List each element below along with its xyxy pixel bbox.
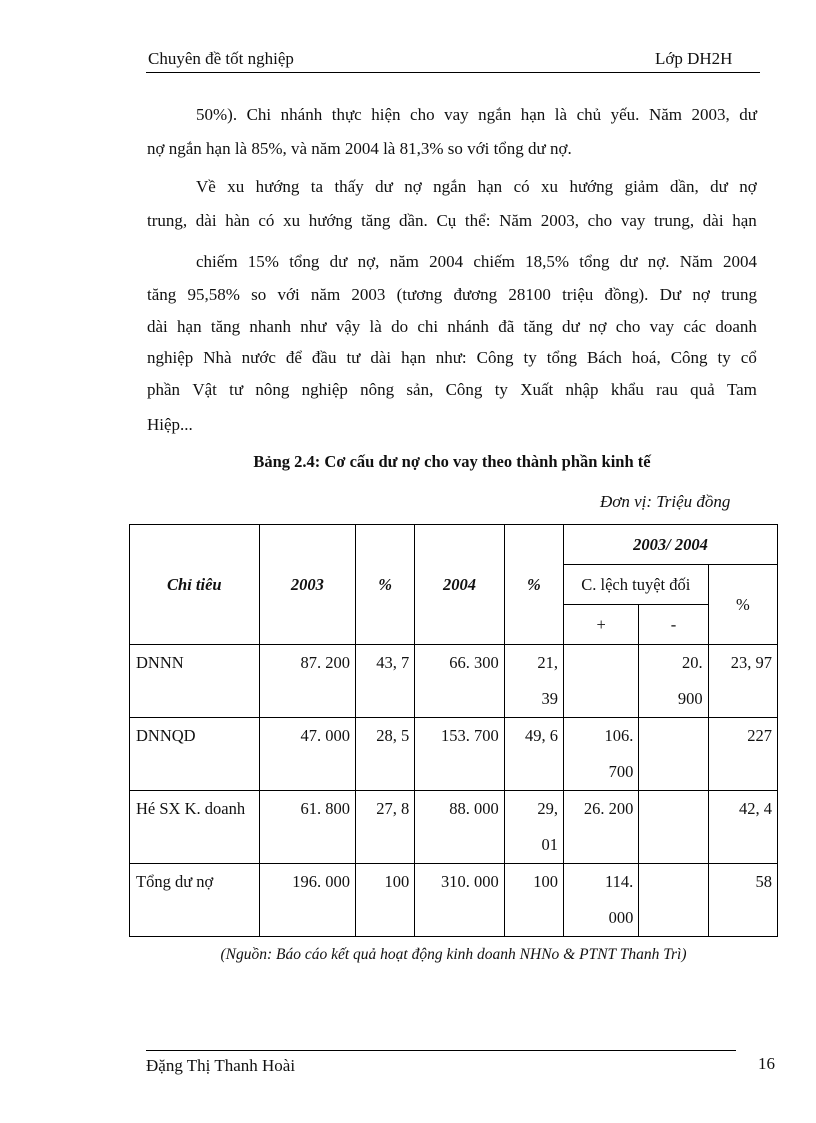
word: Công bbox=[445, 380, 483, 399]
header-abs-diff: C. lệch tuyệt đối bbox=[563, 565, 708, 605]
header-minus: - bbox=[639, 605, 708, 645]
word: để bbox=[285, 348, 302, 367]
word: dư bbox=[562, 317, 580, 336]
header-class: Lớp DH2H bbox=[655, 49, 733, 68]
table-title: Bảng 2.4: Cơ cấu dư nợ cho vay theo thành phần kinh tế bbox=[253, 452, 651, 471]
table-source: (Nguồn: Báo cáo kết quả hoạt động kinh doanh NHNo & PTNT Thanh Trì) bbox=[220, 946, 687, 963]
header-pct-change: % bbox=[708, 565, 777, 645]
cell-text: 20. bbox=[682, 653, 703, 672]
word: nhánh bbox=[447, 317, 489, 336]
word: nợ bbox=[692, 285, 710, 304]
word: khẩu bbox=[610, 380, 644, 399]
header-group-2003-2004: 2003/ 2004 bbox=[563, 525, 777, 565]
word: có bbox=[513, 177, 530, 196]
word: cho bbox=[587, 211, 613, 230]
word: tăng bbox=[210, 317, 241, 336]
cell-minus bbox=[639, 791, 708, 864]
word: sản, bbox=[406, 380, 434, 399]
footer-author: Đặng Thị Thanh Hoài bbox=[146, 1056, 296, 1075]
word: chi bbox=[417, 317, 439, 336]
word: Dư bbox=[659, 285, 682, 304]
word: 28100 bbox=[508, 285, 551, 304]
cell-text: 88. 000 bbox=[449, 799, 499, 818]
row-label bbox=[130, 645, 260, 718]
word: hạn bbox=[520, 105, 546, 124]
word: nhập bbox=[565, 380, 599, 399]
footer-divider bbox=[146, 1050, 736, 1051]
cell-text: 42, 4 bbox=[739, 799, 772, 818]
word: (tương bbox=[396, 285, 443, 304]
word: xu bbox=[283, 211, 301, 230]
word: hạn bbox=[177, 317, 202, 336]
word: Năm bbox=[648, 105, 682, 124]
cell-text: 47. 000 bbox=[300, 726, 351, 745]
word: ta bbox=[310, 177, 324, 196]
cell-pct-2004 bbox=[504, 718, 563, 791]
word: tổng bbox=[289, 252, 320, 271]
word: dư bbox=[739, 105, 757, 124]
cell-text: 61. 800 bbox=[300, 799, 351, 818]
cell-text: Tổng dư nợ bbox=[136, 872, 214, 891]
table-row bbox=[130, 718, 778, 791]
word: Năm bbox=[499, 211, 533, 230]
word: vậy bbox=[335, 317, 361, 336]
cell-text: DNNN bbox=[136, 653, 184, 672]
table-row bbox=[130, 864, 778, 937]
body-line bbox=[196, 250, 757, 274]
word: trung bbox=[721, 285, 757, 304]
word: Bách bbox=[586, 348, 622, 367]
cell-text: 01 bbox=[541, 835, 558, 854]
word: 15% bbox=[247, 252, 279, 271]
cell-text: 106. bbox=[604, 726, 634, 745]
cell-text: 43, 7 bbox=[376, 653, 410, 672]
cell-plus bbox=[563, 718, 638, 791]
word: nghiệp bbox=[301, 380, 348, 399]
word: yếu. bbox=[610, 105, 640, 124]
table-body bbox=[130, 645, 778, 937]
word: hạn bbox=[477, 177, 503, 196]
cell-text: 114. bbox=[605, 872, 634, 891]
word: dài bbox=[195, 211, 217, 230]
word: dư bbox=[619, 252, 638, 271]
header-plus: + bbox=[563, 605, 638, 645]
word: Nhà bbox=[203, 348, 232, 367]
word: dài bbox=[702, 211, 724, 230]
word: trung, bbox=[654, 211, 695, 230]
cell-minus bbox=[639, 645, 708, 718]
body-line bbox=[147, 378, 757, 402]
word: Tam bbox=[726, 380, 757, 399]
word: hạn bbox=[732, 211, 757, 230]
word: xu bbox=[541, 177, 559, 196]
word: trung, bbox=[147, 211, 188, 230]
word: nông bbox=[360, 380, 395, 399]
word: 2003, bbox=[691, 105, 730, 124]
cell-text: 310. 000 bbox=[440, 872, 499, 891]
word: quả bbox=[690, 380, 715, 399]
cell-text: 21, bbox=[537, 653, 558, 672]
word: tổng bbox=[546, 348, 577, 367]
cell-pct-2003 bbox=[356, 645, 415, 718]
word: cho bbox=[615, 317, 641, 336]
table-row bbox=[130, 791, 778, 864]
word: ty bbox=[523, 348, 537, 367]
word: ngắn bbox=[478, 105, 512, 124]
word: hướng bbox=[569, 177, 614, 196]
word: 95,58% bbox=[187, 285, 240, 304]
cell-2004 bbox=[415, 791, 504, 864]
word: 2004 bbox=[722, 252, 757, 271]
word: với bbox=[277, 285, 300, 304]
word: là bbox=[369, 317, 382, 336]
word: thực bbox=[331, 105, 362, 124]
cell-text: 39 bbox=[541, 689, 558, 708]
cell-text: 29, bbox=[537, 799, 558, 818]
header-pct-2004: % bbox=[504, 525, 563, 645]
word: tư bbox=[346, 348, 361, 367]
cell-pct-change bbox=[708, 864, 777, 937]
word: cổ bbox=[740, 348, 757, 367]
word: dư bbox=[375, 177, 393, 196]
cell-2003 bbox=[259, 791, 355, 864]
word: là bbox=[554, 105, 568, 124]
body-line bbox=[147, 283, 757, 307]
word: hoá, bbox=[631, 348, 661, 367]
word: đồng). bbox=[604, 285, 649, 304]
word: hướng bbox=[255, 177, 300, 196]
cell-2003 bbox=[259, 718, 355, 791]
word: dần, bbox=[669, 177, 699, 196]
cell-text: 100 bbox=[384, 872, 410, 891]
row-label bbox=[130, 791, 260, 864]
cell-text: 58 bbox=[755, 872, 772, 891]
cell-text: 100 bbox=[533, 872, 558, 891]
word: 18,5% bbox=[525, 252, 570, 271]
word: có bbox=[258, 211, 275, 230]
header-chi-tieu: Chỉ tiêu bbox=[130, 525, 260, 645]
header-title: Chuyên đề tốt nghiệp bbox=[148, 49, 294, 68]
cell-pct-2004 bbox=[504, 864, 563, 937]
word: Công bbox=[476, 348, 514, 367]
cell-pct-2003 bbox=[356, 791, 415, 864]
table-row bbox=[130, 645, 778, 718]
cell-text: 153. 700 bbox=[440, 726, 499, 745]
word: Vật bbox=[192, 380, 217, 399]
word: giảm bbox=[624, 177, 659, 196]
cell-2004 bbox=[415, 718, 504, 791]
word: ty bbox=[717, 348, 731, 367]
word: dài bbox=[370, 348, 392, 367]
word: các bbox=[683, 317, 707, 336]
cell-pct-change bbox=[708, 718, 777, 791]
word: 50%). bbox=[196, 105, 238, 124]
word: hạn bbox=[401, 348, 426, 367]
cell-pct-2003 bbox=[356, 718, 415, 791]
word: hiện bbox=[371, 105, 401, 124]
word: 2003 bbox=[351, 285, 386, 304]
cell-2003 bbox=[259, 864, 355, 937]
cell-text: 000 bbox=[608, 908, 634, 927]
word: nghiệp bbox=[147, 348, 194, 367]
body-line bbox=[147, 209, 757, 233]
word: nợ. bbox=[647, 252, 670, 271]
word: năm bbox=[310, 285, 341, 304]
row-label bbox=[130, 718, 260, 791]
word: thể: bbox=[464, 211, 491, 230]
word: ty bbox=[494, 380, 508, 399]
cell-plus bbox=[563, 864, 638, 937]
header-2003: 2003 bbox=[259, 525, 355, 645]
cell-text: DNNQD bbox=[136, 726, 196, 745]
body-line bbox=[147, 315, 757, 339]
word: nợ, bbox=[357, 252, 380, 271]
cell-text: 700 bbox=[608, 762, 634, 781]
word: năm bbox=[389, 252, 419, 271]
cell-text: 26. 200 bbox=[583, 799, 634, 818]
cell-pct-change bbox=[708, 791, 777, 864]
word: vay bbox=[649, 317, 675, 336]
word: hàn bbox=[225, 211, 250, 230]
cell-text: Hé SX K. doanh bbox=[136, 799, 246, 818]
cell-pct-change bbox=[708, 645, 777, 718]
cell-pct-2003 bbox=[356, 864, 415, 937]
word: Công bbox=[670, 348, 708, 367]
word: vay bbox=[444, 105, 469, 124]
cell-minus bbox=[639, 864, 708, 937]
cell-text: 28, 5 bbox=[376, 726, 410, 745]
word: do bbox=[391, 317, 409, 336]
cell-2004 bbox=[415, 645, 504, 718]
word: như bbox=[300, 317, 327, 336]
body-line: Hiệp... bbox=[147, 415, 193, 434]
word: tư bbox=[229, 380, 244, 399]
data-table bbox=[129, 524, 778, 937]
cell-text: 196. 000 bbox=[292, 872, 351, 891]
cell-plus bbox=[563, 645, 638, 718]
word: vay bbox=[620, 211, 646, 230]
word: đương bbox=[453, 285, 498, 304]
word: chiếm bbox=[196, 252, 238, 271]
word: cho bbox=[410, 105, 435, 124]
page-number: 16 bbox=[758, 1054, 775, 1073]
cell-pct-2004 bbox=[504, 791, 563, 864]
header-2004: 2004 bbox=[415, 525, 504, 645]
word: so bbox=[251, 285, 267, 304]
word: chiếm bbox=[473, 252, 515, 271]
header-divider bbox=[146, 72, 760, 73]
cell-text: 23, 97 bbox=[730, 653, 772, 672]
word: tăng bbox=[361, 211, 391, 230]
word: phần bbox=[147, 380, 181, 399]
cell-text: 27, 8 bbox=[376, 799, 410, 818]
cell-text: 87. 200 bbox=[300, 653, 351, 672]
word: dần. bbox=[399, 211, 428, 230]
word: nông bbox=[255, 380, 290, 399]
word: 2004 bbox=[429, 252, 464, 271]
word: dài bbox=[147, 317, 168, 336]
word: ngắn bbox=[433, 177, 467, 196]
word: tổng bbox=[579, 252, 610, 271]
word: Cụ bbox=[436, 211, 457, 230]
word: 2003, bbox=[540, 211, 579, 230]
cell-plus bbox=[563, 791, 638, 864]
word: doanh bbox=[715, 317, 757, 336]
word: nợ bbox=[589, 317, 607, 336]
word: nhanh bbox=[249, 317, 291, 336]
word: dư bbox=[329, 252, 348, 271]
cell-minus bbox=[639, 718, 708, 791]
word: dư bbox=[710, 177, 728, 196]
row-label bbox=[130, 864, 260, 937]
word: chủ bbox=[576, 105, 602, 124]
word: nước bbox=[241, 348, 276, 367]
word: Về bbox=[196, 177, 216, 196]
word: tăng bbox=[523, 317, 553, 336]
cell-2003 bbox=[259, 645, 355, 718]
word: xu bbox=[227, 177, 245, 196]
word: nợ bbox=[404, 177, 422, 196]
table-unit: Đơn vị: Triệu đồng bbox=[600, 492, 731, 511]
word: Năm bbox=[679, 252, 713, 271]
word: thấy bbox=[334, 177, 364, 196]
cell-text: 49, 6 bbox=[524, 726, 558, 745]
word: như: bbox=[435, 348, 467, 367]
body-line bbox=[147, 346, 757, 370]
body-line bbox=[196, 175, 757, 199]
word: triệu bbox=[562, 285, 594, 304]
word: Xuất bbox=[520, 380, 554, 399]
cell-text: 900 bbox=[677, 689, 703, 708]
word: nhánh bbox=[280, 105, 323, 124]
cell-2004 bbox=[415, 864, 504, 937]
body-line: nợ ngắn hạn là 85%, và năm 2004 là 81,3% so với tổng dư nợ. bbox=[147, 139, 572, 158]
word: hướng bbox=[308, 211, 353, 230]
word: nợ bbox=[739, 177, 757, 196]
word: tăng bbox=[147, 285, 177, 304]
word: rau bbox=[656, 380, 678, 399]
cell-text: 227 bbox=[747, 726, 772, 745]
word: Chi bbox=[246, 105, 272, 124]
body-line bbox=[196, 103, 757, 127]
word: đầu bbox=[311, 348, 337, 367]
header-pct-2003: % bbox=[356, 525, 415, 645]
cell-pct-2004 bbox=[504, 645, 563, 718]
word: đã bbox=[498, 317, 515, 336]
cell-text: 66. 300 bbox=[449, 653, 499, 672]
